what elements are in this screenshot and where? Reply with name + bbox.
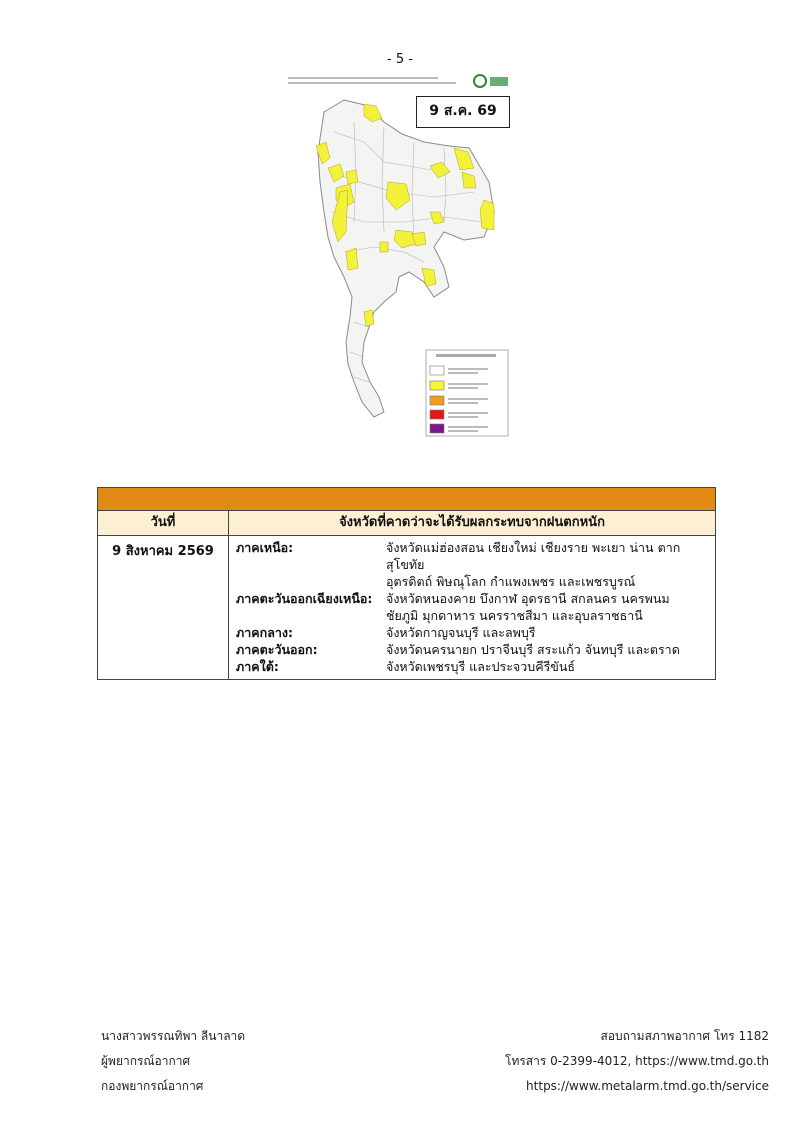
- table-row: [98, 536, 715, 679]
- region-central: ภาคกลาง: จังหวัดกาญจนบุรี และลพบุรี: [236, 625, 536, 640]
- column-header-date: วันที่: [98, 511, 229, 535]
- row-date: 9 สิงหาคม 2569: [98, 536, 229, 679]
- rainfall-map: [284, 72, 516, 447]
- thailand-map-graphic: [284, 72, 516, 447]
- contact-fax-website[interactable]: โทรสาร 0-2399-4012, https://www.tmd.go.th: [505, 1054, 769, 1068]
- region-list: [229, 536, 715, 679]
- contact-service-link[interactable]: https://www.metalarm.tmd.go.th/service: [526, 1079, 769, 1093]
- region-south: ภาคใต้: จังหวัดเพชรบุรี และประจวบคีรีขันธ์: [236, 659, 576, 674]
- footer-contact: [505, 1024, 769, 1099]
- tmd-logo-icon: [474, 75, 486, 87]
- table-column-headers: [98, 511, 715, 536]
- forecaster-division: กองพยากรณ์อากาศ: [101, 1079, 204, 1093]
- contact-phone: สอบถามสภาพอากาศ โทร 1182: [600, 1029, 769, 1043]
- region-north: ภาคเหนือ: จังหวัดแม่ฮ่องสอน เชียงใหม่ เชียงราย พะเยา น่าน ตาก สุโขทัย อุตรดิตถ์ พิษณุโลก กำแพงเพชร และเพชรบูรณ์: [236, 540, 681, 589]
- heavy-rain-impact-table: [97, 487, 716, 680]
- column-header-provinces: จังหวัดที่คาดว่าจะได้รับผลกระทบจากฝนตกหนัก: [339, 515, 605, 530]
- region-east: ภาคตะวันออก: จังหวัดนครนายก ปราจีนบุรี สระแก้ว จันทบุรี และตราด: [236, 642, 680, 657]
- map-date-label: 9 ส.ค. 69: [416, 96, 510, 128]
- page-number: - 5 -: [387, 52, 413, 67]
- table-header-bar: [98, 488, 715, 511]
- forecaster-name: นางสาวพรรณทิพา ลีนาลาด: [101, 1029, 246, 1043]
- region-northeast: ภาคตะวันออกเฉียงเหนือ: จังหวัดหนองคาย บึงกาฬ อุดรธานี สกลนคร นครพนม ชัยภูมิ มุกดาหาร นครราชสีมา และอุบลราชธานี: [236, 591, 670, 623]
- forecaster-title: ผู้พยากรณ์อากาศ: [101, 1054, 191, 1068]
- map-legend: [426, 350, 508, 436]
- footer-forecaster: [101, 1024, 245, 1099]
